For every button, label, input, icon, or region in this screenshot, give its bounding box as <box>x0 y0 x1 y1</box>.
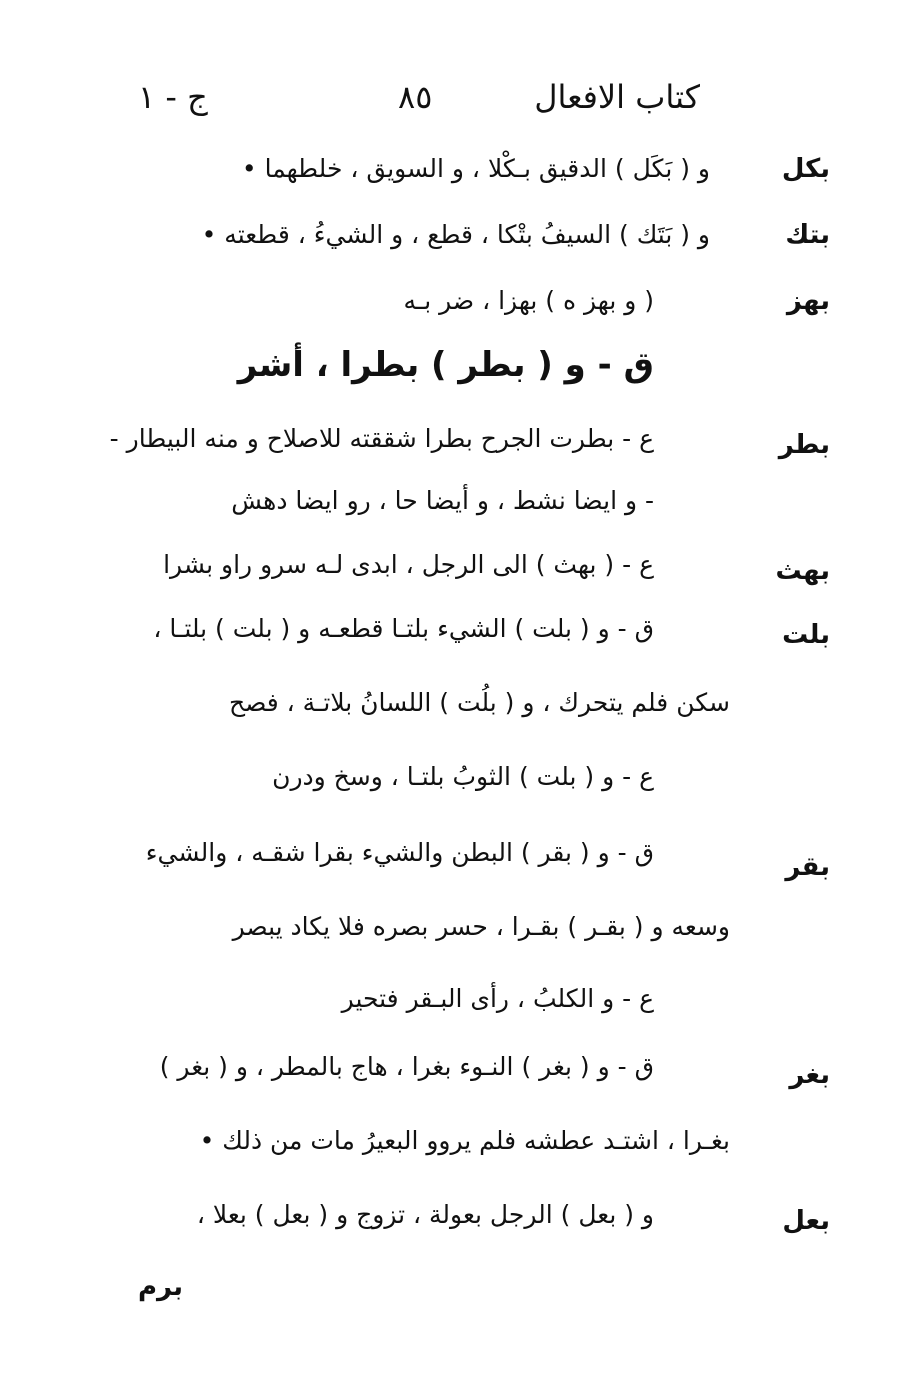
entry-line: ع - و الكلبُ ، رأى البـقر فتحير <box>341 984 654 1013</box>
entry-head-bhth: بهث <box>775 556 830 586</box>
entry-head-bkl: بكل <box>781 154 830 184</box>
volume-label: ج - ١ <box>138 78 208 116</box>
entry-line: ق - و ( بطر ) بطرا ، أشر <box>237 345 654 385</box>
entry-head-bhz: بهز <box>786 286 830 316</box>
entry-line: ق - و ( بقر ) البطن والشيء بقرا شقـه ، والشيء <box>145 838 654 867</box>
entry-line: سكن فلم يتحرك ، و ( بلُت ) اللسانُ بلاتـة ، فصح <box>228 688 730 717</box>
entry-head-blt: بلت <box>782 620 830 650</box>
entry-line: ق - و ( بلت ) الشيء بلتـا قطعـه و ( بلت ) بلتـا ، <box>153 614 654 643</box>
entry-head-btk: بتك <box>785 220 830 250</box>
entry-head-bl: بعل <box>782 1206 830 1236</box>
running-header <box>0 78 922 128</box>
page-number: ٨٥ <box>398 78 433 116</box>
book-title: كتاب الافعال <box>534 78 700 116</box>
entry-line: بغـرا ، اشتـد عطشه فلم يروو البعيرُ مات من ذلك • <box>199 1126 730 1155</box>
entry-line: - و ايضا نشط ، و أيضا حا ، رو ايضا دهش <box>231 486 654 515</box>
entry-line: ع - ( بهث ) الى الرجل ، ابدى لـه سرو راو بشرا <box>163 550 654 579</box>
catchword: برم <box>138 1272 183 1302</box>
entry-line: ( و بهز ه ) بهزا ، ضر بـه <box>403 286 654 315</box>
entry-line: و ( بَكَل ) الدقيق بـكْلا ، و السويق ، خلطهما • <box>241 154 710 183</box>
entry-line: ع - و ( بلت ) الثوبُ بلتـا ، وسخ ودرن <box>272 762 654 791</box>
entry-head-bghr: بغر <box>789 1060 830 1090</box>
entry-head-btr: بطر <box>778 430 830 460</box>
entry-line: ع - بطرت الجرح بطرا شققته للاصلاح و منه البيطار - <box>109 424 654 453</box>
entry-line: ق - و ( بغر ) النـوء بغرا ، هاج بالمطر ، و ( بغر ) <box>159 1052 654 1081</box>
entry-line: و ( بعل ) الرجل بعولة ، تزوج و ( بعل ) بعلا ، <box>196 1200 654 1229</box>
entry-line: و ( بَتَك ) السيفُ بتْكا ، قطع ، و الشيءُ ، قطعته • <box>201 220 710 249</box>
entry-head-bqr: بقر <box>785 852 830 882</box>
entry-line: وسعه و ( بقـر ) بقـرا ، حسر بصره فلا يكاد يبصر <box>232 912 730 941</box>
